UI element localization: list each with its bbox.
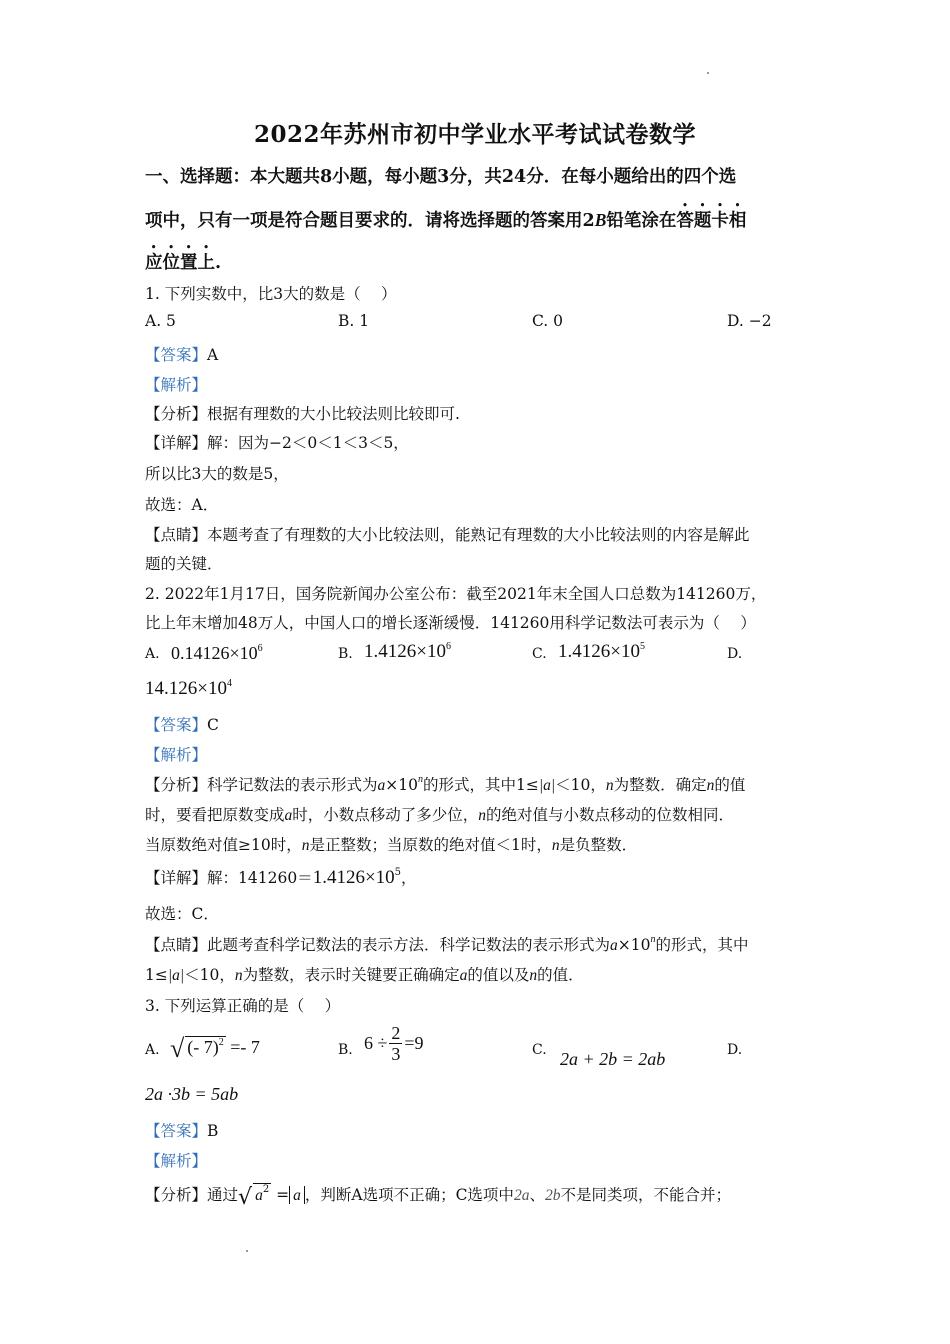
q3-option-d-expr: 2a ·3b = 5ab [145,1084,239,1104]
section-instruction-line3: 应位置上. [145,253,222,273]
q2-fenxi-line2: 时，要看把原数变成a时，小数点移动了多少位，n的绝对值与小数点移动的位数相同． [145,806,735,824]
q3-fenxi: 【分析】通过√ $a^2 = a$ ，判断A选项不正确；C选项中2a、2b不是同类项，不能合并； [145,1184,731,1210]
question-2-stem-line1: 2. 2022年1月17日，国务院新闻办公室公布：截至2021年末全国人口总数为141260万， [145,585,767,603]
q2-option-c-label: C. [532,646,547,662]
q3-option-c-label: C. [532,1042,547,1058]
q3-option-b-expr: 6 ÷ $\frac{2}{3}$ =9 [364,1023,424,1064]
answer-tag: 【答案】 [145,346,208,364]
q3-option-a-label: A. [145,1042,160,1058]
answer-tag: 【答案】 [145,1122,208,1140]
q2-analysis-tag: 【解析】 [145,746,208,764]
q2-xiangjie: 【详解】解：$141260=1.4126\times 10^5$， [145,867,417,888]
question-3-stem: 3. 下列运算正确的是（ ） [145,997,341,1015]
q1-fenxi: 【分析】根据有理数的大小比较法则比较即可. [145,405,460,423]
scan-mark [246,1250,248,1252]
q3-option-a-expr: √ (- 7)$^2$ =- 7 [170,1034,260,1063]
q2-option-a-expr: $0.14126\times 10^6$ [171,643,263,663]
question-2-stem-line2: 比上年末增加48万人，中国人口的增长逐渐缓慢．141260用科学记数法可表示为（ ） [145,614,756,632]
q1-choose: 故选：A． [145,496,219,514]
q3-option-b-label: B. [338,1042,353,1058]
q2-option-d-expr: $14.126\times 10^4$ [145,678,232,699]
q3-analysis-tag: 【解析】 [145,1152,208,1170]
q2-dianjing-line1: 【点睛】此题考查科学记数法的表示方法．科学记数法的表示形式为$a\times 10^n$的形式，其中 [145,934,749,954]
q2-option-b-expr: $1.4126\times 10^6$ [364,641,451,662]
question-1-stem: 1. 下列实数中，比3大的数是（ ） [145,285,397,303]
q1-answer: 【答案】A [145,346,219,364]
q1-solution-line: 所以比3大的数是5， [145,465,289,483]
scan-mark [707,72,709,74]
section-instruction-line1: 一、选择题：本大题共8小题，每小题3分，共24分．在每小题给出的四个选 [145,167,737,187]
q2-dianjing-line2: 1≤|a|＜10，n为整数，表示时关键要正确确定a的值以及n的值． [145,966,584,984]
q1-dianjing-line2: 题的关键． [145,555,223,573]
q1-option-c: C. 0 [532,312,564,330]
q2-option-d-label: D. [727,646,743,662]
q1-analysis-tag: 【解析】 [145,376,208,394]
q2-choose: 故选：C． [145,905,219,923]
q1-option-d: D. −2 [727,312,772,330]
q1-option-b: B. 1 [338,312,370,330]
q2-answer: 【答案】C [145,716,219,734]
q2-option-c-expr: $1.4126\times 10^5$ [558,641,645,662]
q1-dianjing-line1: 【点睛】本题考查了有理数的大小比较法则，能熟记有理数的大小比较法则的内容是解此 [145,526,750,544]
q2-option-b-label: B. [338,646,353,662]
q2-fenxi-line3: 当原数绝对值≥10时，n是正整数；当原数的绝对值＜1时，n是负整数． [145,836,638,854]
q2-option-a-label: A. [145,646,160,662]
section-instruction-line2: 项中，只有一项是符合题目要求的．请将选择题的答案用2B铅笔涂在答题卡相 [145,210,747,231]
q3-option-d-label: D. [727,1042,743,1058]
answer-tag: 【答案】 [145,716,208,734]
q3-option-c-expr: 2a + 2b = 2ab [560,1049,666,1069]
q2-fenxi-line1: 【分析】科学记数法的表示形式为$a\times 10^n$的形式，其中1≤|a|＜10，n为整数．确定n的值 [145,774,746,794]
q3-answer: 【答案】B [145,1122,219,1140]
q1-option-a: A. 5 [145,312,176,330]
page-title: 2022年苏州市初中学业水平考试试卷数学 [253,121,696,148]
q1-xiangjie: 【详解】解：因为−2＜0＜1＜3＜5， [145,434,409,452]
